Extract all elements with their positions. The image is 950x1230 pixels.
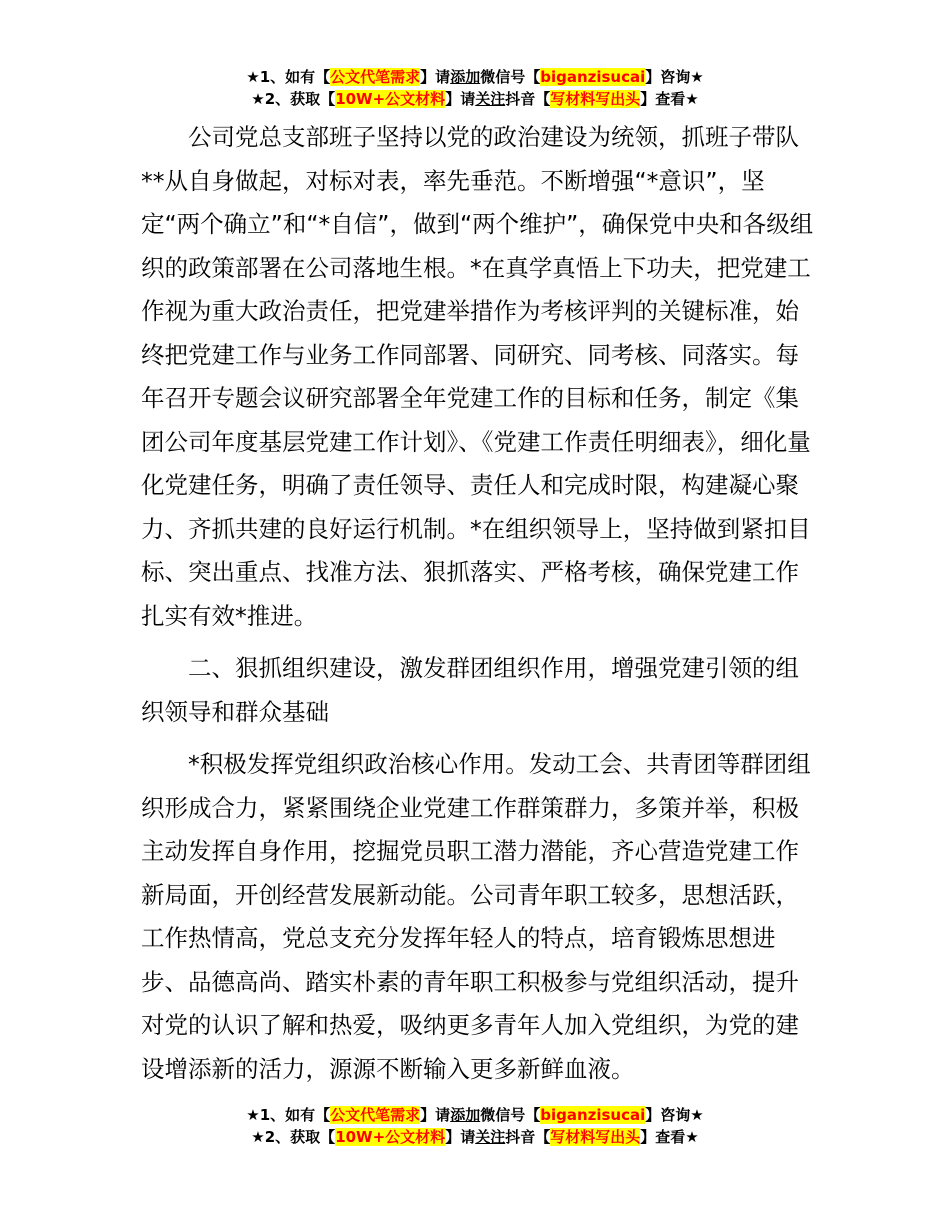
highlight-materials: 10W+公文材料 [335,1128,446,1146]
banner-text: ★1、如有【 [246,1106,331,1124]
highlight-ghostwriting: 公文代笔需求 [330,1106,421,1124]
banner-text: 微信号【 [480,68,541,86]
banner-text: ★2、获取【 [251,1128,336,1146]
highlight-ghostwriting: 公文代笔需求 [330,68,421,86]
banner-text: 】查看★ [640,90,699,108]
banner-underlined-text: 关注 [475,1128,506,1146]
banner-underlined-text: 关注 [475,90,506,108]
paragraph-leadership: 公司党总支部班子坚持以党的政治建设为统领，抓班子带队**从自身做起，对标对表，率先垂范。不断增强“*意识”，坚定“两个确立”和“*自信”，做到“两个维护”，确保党中央和各级组织的政策部署在公司落地生根。*在真学真悟上下功夫，把党建工作视为重大政治责任，把党建举措作为考核评判的关键标准，始终把党建工作与业务工作同部署、同研究、同考核、同落实。每年召开专题会议研究部署全年党建工作的目标和任务，制定《集团公司年度基层党建工作计划》、《党建工作责任明细表》，细化量化党建任务，明确了责任领导、责任人和完成时限，构建凝心聚力、齐抓共建的良好运行机制。*在组织领导上，坚持做到紧扣目标、突出重点、找准方法、狠抓落实、严格考核，确保党建工作扎实有效*推进。 [141,123,814,630]
highlight-wechat-id: biganzisucai [540,1106,646,1124]
highlight-douyin-account: 写材料写出头 [550,1128,641,1146]
footer-banner [0,1104,950,1148]
banner-text: 】咨询★ [645,1106,704,1124]
banner-text: 抖音【 [505,90,551,108]
paragraph-mass-organizations: *积极发挥党组织政治核心作用。发动工会、共青团等群团组织形成合力，紧紧围绕企业党建工作群策群力，多策并举，积极主动发挥自身作用，挖掘党员职工潜力潜能，齐心营造党建工作新局面，开创经营发展新动能。公司青年职工较多，思想活跃，工作热情高，党总支充分发挥年轻人的特点，培育锻炼思想进步、品德高尚、踏实朴素的青年职工积极参与党组织活动，提升对党的认识了解和热爱，吸纳更多青年人加入党组织，为党的建设增添新的活力，源源不断输入更多新鲜血液。 [141,750,811,1083]
banner-text: 】请 [445,1128,476,1146]
highlight-wechat-id: biganzisucai [540,68,646,86]
highlight-douyin-account: 写材料写出头 [550,90,641,108]
header-banner [0,66,950,110]
document-body [141,116,821,1091]
banner-text: 】请 [445,90,476,108]
banner-text: ★2、获取【 [251,90,336,108]
section-heading-2: 二、狠抓组织建设，激发群团组织作用，增强党建引领的组织领导和群众基础 [141,654,799,726]
banner-text: 抖音【 [505,1128,551,1146]
banner-text: 】请 [420,1106,451,1124]
banner-line-1 [0,1104,950,1126]
banner-text: 】咨询★ [645,68,704,86]
banner-text: 】查看★ [640,1128,699,1146]
banner-text: ★1、如有【 [246,68,331,86]
banner-underlined-text: 添加 [450,68,481,86]
banner-line-2 [0,1126,950,1148]
banner-underlined-text: 添加 [450,1106,481,1124]
banner-line-2 [0,88,950,110]
banner-text: 】请 [420,68,451,86]
highlight-materials: 10W+公文材料 [335,90,446,108]
banner-text: 微信号【 [480,1106,541,1124]
banner-line-1 [0,66,950,88]
